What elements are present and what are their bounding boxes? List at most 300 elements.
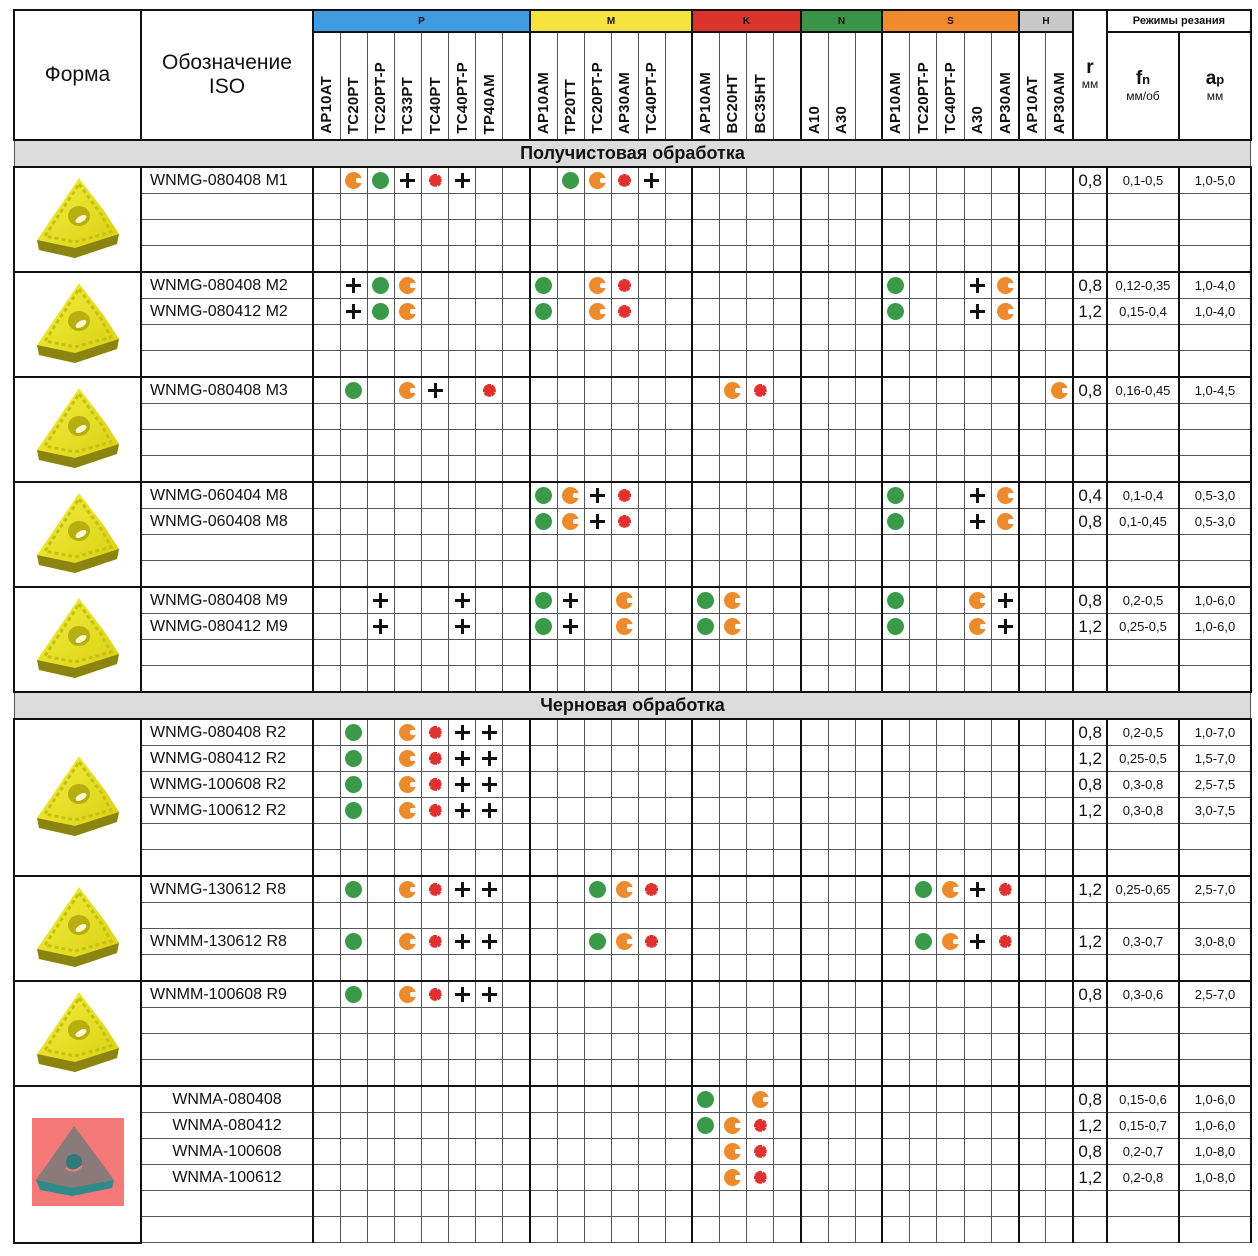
grade-cell bbox=[584, 1165, 611, 1191]
grade-cell bbox=[692, 850, 719, 877]
grade-cell bbox=[422, 404, 449, 430]
grade-cell bbox=[584, 666, 611, 693]
grade-cell bbox=[665, 903, 692, 929]
grade-cell bbox=[692, 981, 719, 1008]
grade-cell bbox=[774, 640, 801, 666]
grade-cell bbox=[855, 850, 882, 877]
group-header-s: S bbox=[882, 10, 1019, 32]
grade-cell bbox=[1019, 903, 1046, 929]
table-row bbox=[14, 167, 1251, 194]
grade-header bbox=[584, 32, 611, 140]
grade-cell bbox=[476, 876, 503, 903]
grade-cell bbox=[665, 377, 692, 404]
depth-value bbox=[1179, 246, 1251, 273]
grade-cell bbox=[855, 430, 882, 456]
iso-designation bbox=[141, 955, 313, 982]
table-row bbox=[14, 377, 1251, 404]
grade-cell bbox=[801, 1191, 828, 1217]
grade-cell bbox=[611, 746, 638, 772]
table-row bbox=[14, 1217, 1251, 1243]
grade-cell bbox=[828, 666, 855, 693]
grade-cell bbox=[1019, 272, 1046, 299]
grade-cell bbox=[367, 351, 394, 378]
grade-cell bbox=[449, 272, 476, 299]
grade-cell bbox=[828, 220, 855, 246]
grade-cell bbox=[801, 1217, 828, 1243]
radius-value bbox=[1073, 1008, 1107, 1034]
iso-designation bbox=[141, 1008, 313, 1034]
grade-cell bbox=[340, 246, 367, 273]
grade-cell bbox=[340, 772, 367, 798]
radius-value: 1,2 bbox=[1073, 929, 1107, 955]
grade-cell bbox=[937, 798, 964, 824]
grade-cell bbox=[665, 1113, 692, 1139]
radius-value bbox=[1073, 456, 1107, 483]
iso-designation: WNMA-100608 bbox=[141, 1139, 313, 1165]
grade-cell bbox=[692, 876, 719, 903]
grade-cell bbox=[855, 587, 882, 614]
grade-cell bbox=[855, 456, 882, 483]
grade-cell bbox=[992, 850, 1019, 877]
red-cross-icon bbox=[752, 1117, 769, 1134]
grade-cell bbox=[313, 1165, 340, 1191]
grade-cell bbox=[992, 746, 1019, 772]
grade-cell bbox=[747, 1113, 774, 1139]
grade-cell bbox=[340, 1008, 367, 1034]
grade-cell bbox=[340, 614, 367, 640]
grade-cell bbox=[313, 903, 340, 929]
grade-cell bbox=[476, 640, 503, 666]
grade-label: TC40PT bbox=[426, 76, 444, 134]
grade-cell bbox=[992, 377, 1019, 404]
grade-cell bbox=[584, 587, 611, 614]
grade-cell bbox=[855, 351, 882, 378]
grade-cell bbox=[801, 220, 828, 246]
grade-cell bbox=[1046, 955, 1073, 982]
grade-cell bbox=[422, 194, 449, 220]
grade-header bbox=[449, 32, 476, 140]
grade-cell bbox=[747, 299, 774, 325]
grade-cell bbox=[340, 850, 367, 877]
grade-cell bbox=[719, 587, 746, 614]
grade-cell bbox=[774, 876, 801, 903]
feed-value: 0,12-0,35 bbox=[1107, 272, 1179, 299]
grade-cell bbox=[394, 1034, 421, 1060]
grade-cell bbox=[449, 981, 476, 1008]
grade-cell bbox=[801, 482, 828, 509]
grade-cell bbox=[774, 929, 801, 955]
grade-cell bbox=[992, 535, 1019, 561]
grade-cell bbox=[692, 1008, 719, 1034]
grade-cell bbox=[638, 351, 665, 378]
table-row bbox=[14, 666, 1251, 693]
grade-header bbox=[557, 32, 584, 140]
grade-label: A30 bbox=[969, 105, 987, 134]
grade-cell bbox=[476, 404, 503, 430]
grade-cell bbox=[692, 535, 719, 561]
plus-icon bbox=[481, 986, 498, 1003]
grade-cell bbox=[611, 167, 638, 194]
grade-cell bbox=[1046, 824, 1073, 850]
grade-cell bbox=[692, 614, 719, 640]
grade-cell bbox=[855, 1008, 882, 1034]
grade-label: TC20PT-P bbox=[589, 62, 606, 134]
grade-cell bbox=[692, 1113, 719, 1139]
grade-cell bbox=[476, 272, 503, 299]
grade-cell bbox=[340, 377, 367, 404]
feed-value: 0,25-0,5 bbox=[1107, 614, 1179, 640]
grade-cell bbox=[449, 1060, 476, 1087]
grade-cell bbox=[422, 535, 449, 561]
grade-cell bbox=[449, 876, 476, 903]
grade-cell bbox=[503, 561, 530, 588]
grade-header bbox=[882, 32, 909, 140]
grade-cell bbox=[774, 404, 801, 430]
table-row bbox=[14, 1060, 1251, 1087]
plus-icon bbox=[481, 724, 498, 741]
grade-cell bbox=[584, 614, 611, 640]
grade-cell bbox=[855, 719, 882, 746]
grade-cell bbox=[530, 194, 557, 220]
grade-cell bbox=[964, 1139, 991, 1165]
grade-cell bbox=[638, 587, 665, 614]
grade-cell bbox=[557, 850, 584, 877]
section-header bbox=[14, 692, 1251, 719]
feed-value bbox=[1107, 850, 1179, 877]
grade-cell bbox=[937, 666, 964, 693]
depth-value: 1,0-8,0 bbox=[1179, 1165, 1251, 1191]
grade-cell bbox=[449, 903, 476, 929]
grade-cell bbox=[882, 1191, 909, 1217]
grade-label: AP30AM bbox=[996, 71, 1014, 134]
table-row bbox=[14, 1139, 1251, 1165]
header-ap bbox=[1179, 32, 1251, 140]
grade-cell bbox=[882, 246, 909, 273]
grade-cell bbox=[367, 246, 394, 273]
orange-pacman-icon bbox=[724, 618, 741, 635]
feed-value: 0,3-0,8 bbox=[1107, 772, 1179, 798]
iso-designation bbox=[141, 246, 313, 273]
section-title: Получистовая обработка bbox=[14, 140, 1251, 167]
grade-cell bbox=[1046, 587, 1073, 614]
grade-cell bbox=[611, 246, 638, 273]
grade-cell bbox=[719, 746, 746, 772]
grade-cell bbox=[665, 929, 692, 955]
plus-icon bbox=[481, 933, 498, 950]
green-circle-icon bbox=[345, 724, 362, 741]
grade-cell bbox=[340, 929, 367, 955]
grade-cell bbox=[394, 404, 421, 430]
grade-cell bbox=[611, 561, 638, 588]
grade-cell bbox=[964, 798, 991, 824]
grade-cell bbox=[449, 614, 476, 640]
grade-cell bbox=[1046, 929, 1073, 955]
grade-cell bbox=[422, 325, 449, 351]
grade-cell bbox=[665, 1008, 692, 1034]
grade-cell bbox=[692, 1034, 719, 1060]
grade-cell bbox=[530, 772, 557, 798]
grade-cell bbox=[476, 824, 503, 850]
grade-cell bbox=[340, 746, 367, 772]
grade-cell bbox=[422, 1165, 449, 1191]
grade-cell bbox=[367, 798, 394, 824]
grade-cell bbox=[530, 798, 557, 824]
grade-cell bbox=[1019, 850, 1046, 877]
table-row bbox=[14, 299, 1251, 325]
section-title: Черновая обработка bbox=[14, 692, 1251, 719]
grade-cell bbox=[774, 1060, 801, 1087]
grade-cell bbox=[855, 561, 882, 588]
grade-cell bbox=[747, 377, 774, 404]
grade-cell bbox=[665, 772, 692, 798]
grade-cell bbox=[422, 430, 449, 456]
grade-cell bbox=[530, 1191, 557, 1217]
grade-cell bbox=[449, 587, 476, 614]
grade-cell bbox=[882, 746, 909, 772]
radius-value: 1,2 bbox=[1073, 876, 1107, 903]
grade-cell bbox=[449, 482, 476, 509]
grade-cell bbox=[1046, 903, 1073, 929]
grade-cell bbox=[855, 1086, 882, 1113]
grade-cell bbox=[909, 876, 936, 903]
iso-designation bbox=[141, 666, 313, 693]
grade-header bbox=[828, 32, 855, 140]
grade-cell bbox=[882, 1060, 909, 1087]
grade-cell bbox=[449, 772, 476, 798]
grade-cell bbox=[801, 903, 828, 929]
grade-cell bbox=[909, 903, 936, 929]
grade-cell bbox=[692, 561, 719, 588]
green-circle-icon bbox=[345, 776, 362, 793]
grade-cell bbox=[340, 1086, 367, 1113]
grade-cell bbox=[584, 299, 611, 325]
grade-header bbox=[611, 32, 638, 140]
grade-cell bbox=[801, 640, 828, 666]
grade-cell bbox=[828, 746, 855, 772]
grade-cell bbox=[909, 535, 936, 561]
grade-cell bbox=[828, 1060, 855, 1087]
grade-cell bbox=[774, 272, 801, 299]
plus-icon bbox=[969, 881, 986, 898]
grade-cell bbox=[719, 1060, 746, 1087]
grade-cell bbox=[557, 1217, 584, 1243]
group-header-n: N bbox=[801, 10, 882, 32]
grade-cell bbox=[584, 246, 611, 273]
grade-cell bbox=[1019, 876, 1046, 903]
grade-cell bbox=[367, 194, 394, 220]
grade-cell bbox=[855, 1217, 882, 1243]
grade-cell bbox=[855, 535, 882, 561]
grade-cell bbox=[747, 798, 774, 824]
grade-cell bbox=[828, 456, 855, 483]
grade-cell bbox=[747, 482, 774, 509]
grade-cell bbox=[692, 509, 719, 535]
grade-cell bbox=[584, 404, 611, 430]
grade-cell bbox=[1019, 167, 1046, 194]
grade-cell bbox=[747, 929, 774, 955]
grade-cell bbox=[1019, 351, 1046, 378]
grade-cell bbox=[964, 194, 991, 220]
orange-pacman-icon bbox=[589, 172, 606, 189]
grade-cell bbox=[1046, 1060, 1073, 1087]
iso-designation: WNMG-080412 M9 bbox=[141, 614, 313, 640]
grade-cell bbox=[747, 509, 774, 535]
feed-value: 0,3-0,6 bbox=[1107, 981, 1179, 1008]
grade-cell bbox=[964, 246, 991, 273]
grade-cell bbox=[340, 430, 367, 456]
grade-cell bbox=[394, 1113, 421, 1139]
grade-cell bbox=[719, 824, 746, 850]
grade-cell bbox=[828, 561, 855, 588]
grade-cell bbox=[747, 903, 774, 929]
grade-cell bbox=[719, 404, 746, 430]
feed-value: 0,25-0,5 bbox=[1107, 746, 1179, 772]
grade-cell bbox=[313, 614, 340, 640]
grade-cell bbox=[1046, 509, 1073, 535]
radius-value: 1,2 bbox=[1073, 1113, 1107, 1139]
grade-cell bbox=[747, 167, 774, 194]
plus-icon bbox=[969, 513, 986, 530]
grade-cell bbox=[937, 640, 964, 666]
grade-cell bbox=[1046, 272, 1073, 299]
grade-cell bbox=[882, 824, 909, 850]
green-circle-icon bbox=[887, 592, 904, 609]
grade-cell bbox=[340, 404, 367, 430]
grade-cell bbox=[855, 1113, 882, 1139]
feed-value: 0,1-0,45 bbox=[1107, 509, 1179, 535]
grade-cell bbox=[909, 640, 936, 666]
grade-cell bbox=[774, 666, 801, 693]
grade-cell bbox=[992, 561, 1019, 588]
grade-cell bbox=[422, 167, 449, 194]
grade-cell bbox=[855, 509, 882, 535]
grade-cell bbox=[584, 1217, 611, 1243]
orange-pacman-icon bbox=[562, 487, 579, 504]
grade-cell bbox=[394, 746, 421, 772]
grade-cell bbox=[1019, 509, 1046, 535]
grade-cell bbox=[530, 746, 557, 772]
grade-cell bbox=[340, 666, 367, 693]
grade-cell bbox=[909, 1008, 936, 1034]
plus-icon bbox=[454, 933, 471, 950]
grade-cell bbox=[611, 404, 638, 430]
radius-value bbox=[1073, 194, 1107, 220]
table-row bbox=[14, 1191, 1251, 1217]
grade-cell bbox=[530, 824, 557, 850]
grade-label: AP30AM bbox=[1050, 71, 1068, 134]
table-row bbox=[14, 351, 1251, 378]
grade-cell bbox=[909, 246, 936, 273]
grade-cell bbox=[801, 850, 828, 877]
grade-cell bbox=[855, 903, 882, 929]
depth-value bbox=[1179, 325, 1251, 351]
grade-cell bbox=[855, 1191, 882, 1217]
grade-cell bbox=[937, 194, 964, 220]
radius-value bbox=[1073, 1060, 1107, 1087]
grade-cell bbox=[964, 535, 991, 561]
grade-cell bbox=[719, 194, 746, 220]
grade-cell bbox=[367, 167, 394, 194]
grade-cell bbox=[882, 509, 909, 535]
iso-designation: WNMG-130612 R8 bbox=[141, 876, 313, 903]
grade-cell bbox=[828, 167, 855, 194]
grade-cell bbox=[476, 1113, 503, 1139]
grade-cell bbox=[855, 746, 882, 772]
grade-cell bbox=[557, 640, 584, 666]
table-row bbox=[14, 929, 1251, 955]
grade-cell bbox=[719, 1165, 746, 1191]
grade-cell bbox=[557, 1034, 584, 1060]
grade-cell bbox=[367, 482, 394, 509]
grade-cell bbox=[964, 1086, 991, 1113]
grade-cell bbox=[665, 1139, 692, 1165]
iso-designation bbox=[141, 1191, 313, 1217]
depth-value: 1,0-5,0 bbox=[1179, 167, 1251, 194]
grade-cell bbox=[665, 876, 692, 903]
orange-pacman-icon bbox=[616, 933, 633, 950]
grade-label: TC20PT bbox=[345, 76, 363, 134]
grade-cell bbox=[530, 377, 557, 404]
feed-value bbox=[1107, 1217, 1179, 1243]
grade-cell bbox=[964, 430, 991, 456]
grade-cell bbox=[828, 1034, 855, 1060]
grade-cell bbox=[1019, 1217, 1046, 1243]
grade-cell bbox=[449, 798, 476, 824]
grade-cell bbox=[503, 798, 530, 824]
green-circle-icon bbox=[372, 277, 389, 294]
grade-cell bbox=[882, 377, 909, 404]
red-cross-icon bbox=[427, 986, 444, 1003]
grade-cell bbox=[611, 587, 638, 614]
grade-cell bbox=[638, 1008, 665, 1034]
table-row bbox=[14, 1086, 1251, 1113]
iso-designation bbox=[141, 561, 313, 588]
grade-cell bbox=[422, 850, 449, 877]
grade-cell bbox=[367, 666, 394, 693]
radius-value bbox=[1073, 351, 1107, 378]
grade-cell bbox=[394, 929, 421, 955]
iso-designation bbox=[141, 404, 313, 430]
grade-cell bbox=[449, 640, 476, 666]
grade-cell bbox=[584, 798, 611, 824]
feed-value: 0,2-0,7 bbox=[1107, 1139, 1179, 1165]
table-row bbox=[14, 876, 1251, 903]
grade-cell bbox=[449, 430, 476, 456]
radius-value: 0,8 bbox=[1073, 981, 1107, 1008]
grade-cell bbox=[882, 482, 909, 509]
grade-cell bbox=[394, 955, 421, 982]
grade-cell bbox=[313, 587, 340, 614]
plus-icon bbox=[454, 986, 471, 1003]
grade-cell bbox=[828, 981, 855, 1008]
grade-cell bbox=[719, 772, 746, 798]
grade-cell bbox=[882, 876, 909, 903]
grade-cell bbox=[882, 351, 909, 378]
grade-cell bbox=[964, 929, 991, 955]
grade-cell bbox=[584, 1113, 611, 1139]
grade-cell bbox=[909, 1034, 936, 1060]
grade-header bbox=[1019, 32, 1046, 140]
grade-cell bbox=[1019, 614, 1046, 640]
plus-icon bbox=[562, 592, 579, 609]
grade-cell bbox=[476, 325, 503, 351]
plus-icon bbox=[997, 592, 1014, 609]
grade-cell bbox=[937, 1113, 964, 1139]
grade-cell bbox=[530, 1113, 557, 1139]
grade-cell bbox=[964, 1060, 991, 1087]
grade-cell bbox=[1019, 1086, 1046, 1113]
feed-value bbox=[1107, 1008, 1179, 1034]
